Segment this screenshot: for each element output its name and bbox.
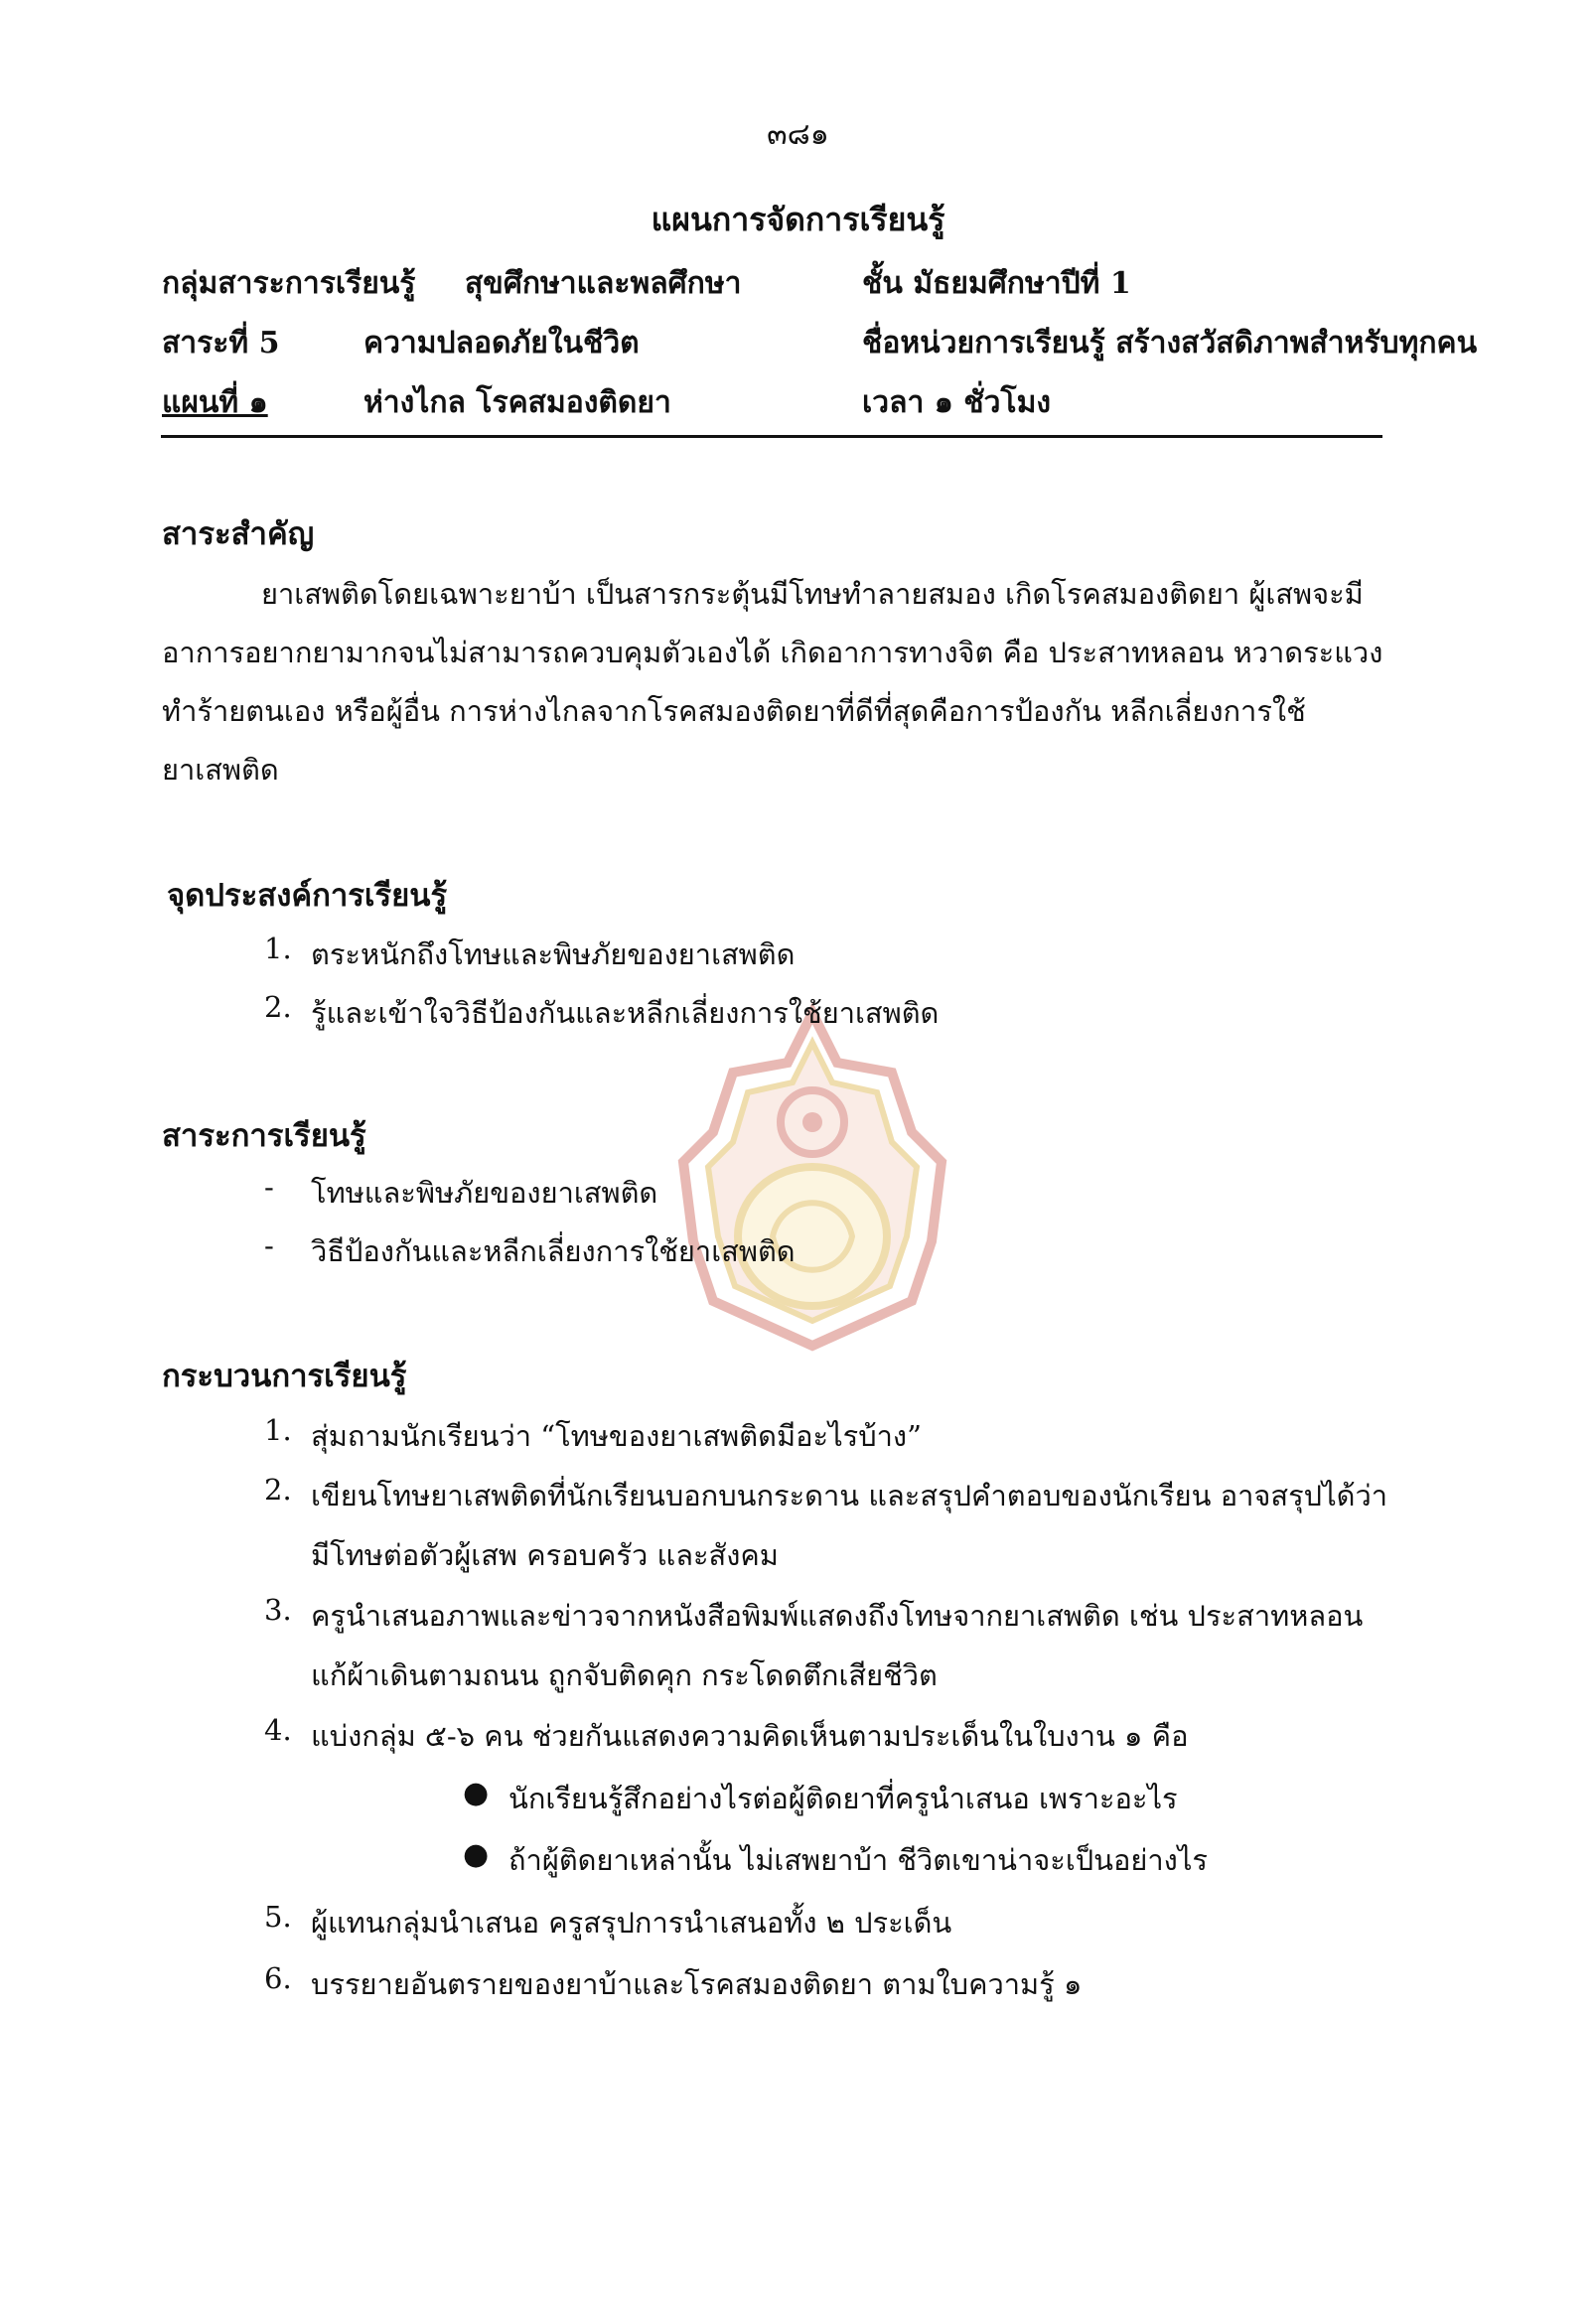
document-title: แผนการจัดการเรียนรู้ (651, 201, 945, 238)
objective-item: รู้และเข้าใจวิธีป้องกันและหลีกเลี่ยงการใช้ยาเสพติด (311, 996, 940, 1030)
key-concept-line: ทำร้ายตนเอง หรือผู้อื่น การห่างไกลจากโรคสมองติดยาที่ดีที่สุดคือการป้องกัน หลีกเลี่ยงการใช้ (162, 694, 1306, 728)
objectives-heading: จุดประสงค์การเรียนรู้ (167, 878, 448, 914)
unit-name: ชื่อหน่วยการเรียนรู้ สร้างสวัสดิภาพสำหรับทุกคน (862, 326, 1478, 360)
key-concept-heading: สาระสำคัญ (162, 516, 315, 552)
process-number: 6. (264, 1961, 292, 1995)
grade-level: ชั้น มัธยมศึกษาปีที่ 1 (862, 266, 1131, 301)
sub-bullet-item: นักเรียนรู้สึกอย่างไรต่อผู้ติดยาที่ครูนำเสนอ เพราะอะไร (508, 1782, 1178, 1815)
content-dash: - (264, 1170, 274, 1204)
plan-value: ห่างไกล โรคสมองติดยา (363, 385, 671, 420)
process-line: มีโทษต่อตัวผู้เสพ ครอบครัว และสังคม (311, 1538, 779, 1572)
content-heading: สาระการเรียนรู้ (162, 1118, 366, 1154)
process-line: แก้ผ้าเดินตามถนน ถูกจับติดคุก กระโดดตึกเสียชีวิต (311, 1658, 938, 1692)
objective-number: 2. (264, 990, 292, 1024)
process-line: แบ่งกลุ่ม ๕-๖ คน ช่วยกันแสดงความคิดเห็นตามประเด็นในใบงาน ๑ คือ (311, 1719, 1189, 1753)
process-number: 4. (264, 1713, 292, 1747)
objective-number: 1. (264, 932, 292, 965)
process-line: ครูนำเสนอภาพและข่าวจากหนังสือพิมพ์แสดงถึงโทษจากยาเสพติด เช่น ประสาทหลอน (311, 1599, 1364, 1633)
process-number: 3. (264, 1593, 292, 1627)
seal-watermark-icon (663, 1003, 961, 1361)
plan-time: เวลา ๑ ชั่วโมง (862, 385, 1052, 420)
strand-value: ความปลอดภัยในชีวิต (363, 326, 640, 360)
content-dash: - (264, 1228, 274, 1262)
process-line: ผู้แทนกลุ่มนำเสนอ ครูสรุปการนำเสนอทั้ง ๒ ประเด็น (311, 1906, 952, 1940)
header-divider (161, 435, 1382, 438)
sub-bullet-item: ถ้าผู้ติดยาเหล่านั้น ไม่เสพยาบ้า ชีวิตเขาน่าจะเป็นอย่างไร (508, 1843, 1209, 1877)
process-number: 1. (264, 1413, 292, 1447)
process-heading: กระบวนการเรียนรู้ (162, 1359, 407, 1394)
objective-item: ตระหนักถึงโทษและพิษภัยของยาเสพติด (311, 937, 796, 971)
process-line: บรรยายอันตรายของยาบ้าและโรคสมองติดยา ตามใบความรู้ ๑ (311, 1967, 1083, 2001)
learning-area-label: กลุ่มสาระการเรียนรู้ (162, 266, 416, 301)
learning-area-value: สุขศึกษาและพลศึกษา (465, 266, 742, 301)
process-number: 5. (264, 1900, 292, 1934)
page-number: ๓๘๑ (767, 117, 829, 152)
process-number: 2. (264, 1473, 292, 1507)
key-concept-line: ยาเสพติด (162, 753, 279, 787)
strand-label: สาระที่ 5 (162, 326, 280, 360)
bullet-dot-icon: ● (463, 1837, 490, 1872)
bullet-dot-icon: ● (463, 1776, 490, 1810)
process-line: เขียนโทษยาเสพติดที่นักเรียนบอกบนกระดาน และสรุปคำตอบของนักเรียน อาจสรุปได้ว่า (311, 1479, 1388, 1512)
content-item: วิธีป้องกันและหลีกเลี่ยงการใช้ยาเสพติด (311, 1234, 796, 1268)
key-concept-line: ยาเสพติดโดยเฉพาะยาบ้า เป็นสารกระตุ้นมีโทษทำลายสมอง เกิดโรคสมองติดยา ผู้เสพจะมี (261, 577, 1364, 611)
process-line: สุ่มถามนักเรียนว่า “โทษของยาเสพติดมีอะไรบ้าง” (311, 1419, 922, 1453)
key-concept-line: อาการอยากยามากจนไม่สามารถควบคุมตัวเองได้ เกิดอาการทางจิต คือ ประสาทหลอน หวาดระแวง (162, 636, 1383, 669)
plan-label: แผนที่ ๑ (162, 385, 268, 420)
content-item: โทษและพิษภัยของยาเสพติด (311, 1176, 658, 1210)
